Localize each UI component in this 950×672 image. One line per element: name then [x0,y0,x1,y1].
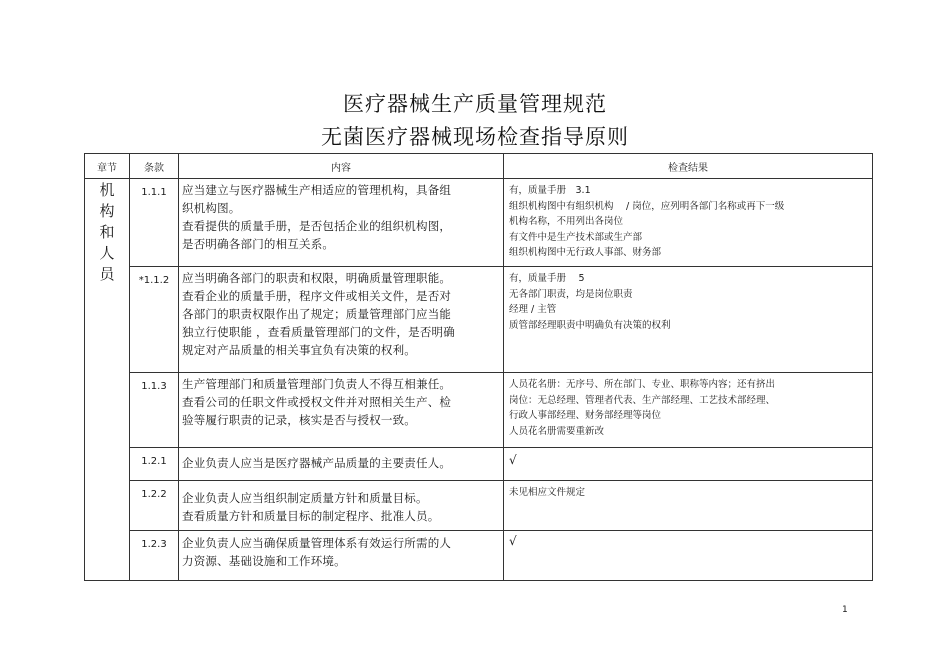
table-row [85,448,873,481]
result-cell [504,481,873,531]
check-mark: √ [509,534,517,548]
result-line: 岗位：无总经理、管理者代表、生产部经理、工艺技术部经理、 [509,394,776,406]
clause-number: 1.1.1 [130,179,179,267]
clause-number: *1.1.2 [130,267,179,373]
result-line: 组织机构图中有组织机构 / 岗位，应列明各部门名称或再下一级 [509,200,785,212]
content-line: 生产管理部门和质量管理部门负责人不得互相兼任。 [182,377,452,391]
result-line: 质管部经理职责中明确负有决策的权利 [509,319,671,331]
result-cell [504,267,873,373]
result-line: 行政人事部经理、财务部经理等岗位 [509,410,662,421]
clause-number: 1.2.3 [130,531,179,581]
content-line: 各部门的职责权限作出了规定；质量管理部门应当能 [182,307,452,321]
result-line: 人员花名册：无序号、所在部门、专业、职称等内容；还有挤出 [509,379,776,390]
page-number: 1 [842,605,848,615]
result-line: 经理 / 主管 [509,304,557,315]
result-cell [504,448,873,481]
result-line: 无各部门职责，均是岗位职责 [509,288,633,300]
content-cell [179,373,504,448]
content-line: 是否明确各部门的相互关系。 [182,237,335,251]
clause-number: 1.2.1 [130,448,179,481]
result-line: 未见相应文件规定 [509,487,586,498]
chapter-label: 机构和人员 [99,181,115,283]
content-line: 企业负责人应当确保质量管理体系有效运行所需的人 [182,536,452,550]
content-cell [179,179,504,267]
content-line: 查看质量方针和质量目标的制定程序、批准人员。 [182,509,440,523]
result-line: 有，质量手册 5 [509,273,585,284]
table-header-row [85,154,873,179]
header-result: 检查结果 [504,154,873,179]
result-line: 有文件中是生产技术部或生产部 [509,231,643,243]
header-clause: 条款 [130,154,179,179]
table-row [85,481,873,531]
clause-number: 1.1.3 [130,373,179,448]
content-cell [179,448,504,481]
result-line: 机构名称，不用列出各岗位 [509,216,624,227]
content-line: 验等履行职责的记录，核实是否与授权一致。 [182,413,416,427]
content-cell [179,267,504,373]
header-content: 内容 [179,154,504,179]
result-cell [504,179,873,267]
content-line: 应当明确各部门的职责和权限，明确质量管理职能。 [182,271,452,285]
result-line: 有，质量手册 3.1 [509,185,591,196]
table-row [85,179,873,267]
content-line: 规定对产品质量的相关事宜负有决策的权利。 [182,343,416,357]
document-title: 医疗器械生产质量管理规范 [343,92,607,116]
clause-number: 1.2.2 [130,481,179,531]
content-line: 独立行使职能 ，查看质量管理部门的文件，是否明确 [182,325,455,339]
content-cell [179,481,504,531]
table-row [85,373,873,448]
result-line: 组织机构图中无行政人事部、财务部 [509,247,662,258]
check-mark: √ [509,453,517,467]
header-chapter: 章节 [85,154,130,179]
content-line: 应当建立与医疗器械生产相适应的管理机构，具备组 [182,183,452,197]
inspection-table [84,153,873,581]
table-row [85,267,873,373]
content-line: 查看企业的质量手册，程序文件或相关文件，是否对 [182,289,452,303]
content-line: 查看公司的任职文件或授权文件并对照相关生产、检 [182,395,452,409]
content-line: 企业负责人应当组织制定质量方针和质量目标。 [182,491,428,505]
result-cell [504,531,873,581]
table-row [85,531,873,581]
content-line: 企业负责人应当是医疗器械产品质量的主要责任人。 [182,456,452,470]
chapter-cell [85,179,130,581]
document-subtitle: 无菌医疗器械现场检查指导原则 [321,125,629,149]
content-line: 查看提供的质量手册，是否包括企业的组织机构图， [182,219,452,233]
content-line: 织机构图。 [182,201,241,215]
content-line: 力资源、基础设施和工作环境。 [182,554,346,568]
content-cell [179,531,504,581]
result-line: 人员花名册需要重新改 [509,425,605,437]
result-cell [504,373,873,448]
